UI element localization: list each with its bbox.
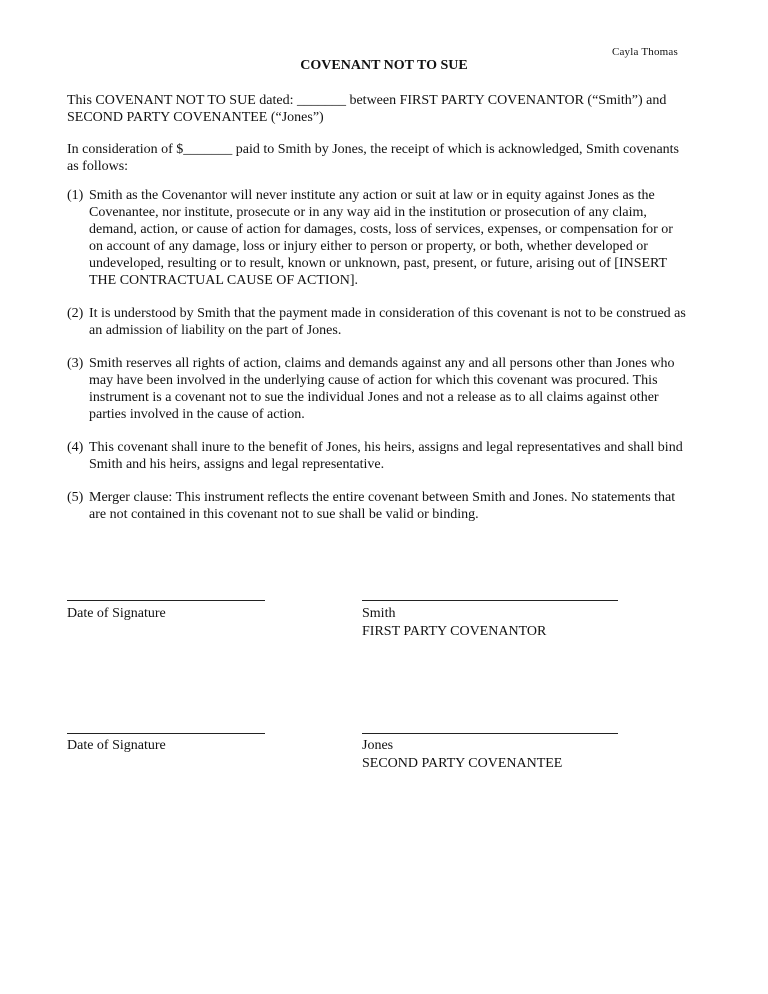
clause-number: (1) xyxy=(67,188,84,203)
clause-number: (5) xyxy=(67,490,84,505)
clause-text: Smith as the Covenantor will never institute any action or suit at law or in equity against Jones as the Covenantee, nor institute, prosecute or in any way aid in the institution or prosecution of any claim, demand, action, or cause of action for damages, costs, loss of services, expenses, or compensation for or on account of any damage, loss or injury either to person or property, or both, whether developed or undeveloped, resulting or to result, known or unknown, past, present, or future, arising out of [INSERT THE CONTRACTUAL CAUSE OF ACTION]. xyxy=(89,188,673,288)
signatory-name-jones: Jones xyxy=(362,738,394,753)
clause-number: (2) xyxy=(67,306,84,321)
signatory-role-smith: FIRST PARTY COVENANTOR xyxy=(362,624,547,639)
clause-item xyxy=(67,439,687,473)
signature-line-jones[interactable] xyxy=(362,733,618,734)
date-signature-label-second: Date of Signature xyxy=(67,738,166,753)
clause-item xyxy=(67,489,687,523)
clause-item xyxy=(67,187,687,289)
clause-text: This covenant shall inure to the benefit of Jones, his heirs, assigns and legal representatives and shall bind Smith and his heirs, assigns and legal representative. xyxy=(89,440,683,472)
consideration-paragraph: In consideration of $_______ paid to Smith by Jones, the receipt of which is acknowledged, Smith covenants as follows: xyxy=(67,142,679,174)
date-signature-line-second[interactable] xyxy=(67,733,265,734)
clause-text: It is understood by Smith that the payment made in consideration of this covenant is not to be construed as an admission of liability on the part of Jones. xyxy=(89,306,686,338)
date-signature-line-first[interactable] xyxy=(67,600,265,601)
signatory-role-jones: SECOND PARTY COVENANTEE xyxy=(362,756,563,771)
clause-item xyxy=(67,355,687,423)
clause-text: Smith reserves all rights of action, claims and demands against any and all persons other than Jones who may have been involved in the underlying cause of action for which this covenant was procured. This instrument is a covenant not to sue the individual Jones and not a release as to all claims against other parties involved in the cause of action. xyxy=(89,356,675,422)
date-signature-label-first: Date of Signature xyxy=(67,606,166,621)
clause-text: Merger clause: This instrument reflects the entire covenant between Smith and Jones. No statements that are not contained in this covenant not to sue shall be valid or binding. xyxy=(89,490,676,522)
intro-paragraph: This COVENANT NOT TO SUE dated: _______ between FIRST PARTY COVENANTOR (“Smith”) and SECOND PARTY COVENANTEE (“Jones”) xyxy=(67,93,667,125)
signature-line-smith[interactable] xyxy=(362,600,618,601)
clause-number: (3) xyxy=(67,356,84,371)
clause-number: (4) xyxy=(67,440,84,455)
clause-item xyxy=(67,305,687,339)
clause-list xyxy=(67,187,687,539)
document-title: COVENANT NOT TO SUE xyxy=(300,58,468,73)
signatory-name-smith: Smith xyxy=(362,606,396,621)
author-name: Cayla Thomas xyxy=(611,46,678,58)
